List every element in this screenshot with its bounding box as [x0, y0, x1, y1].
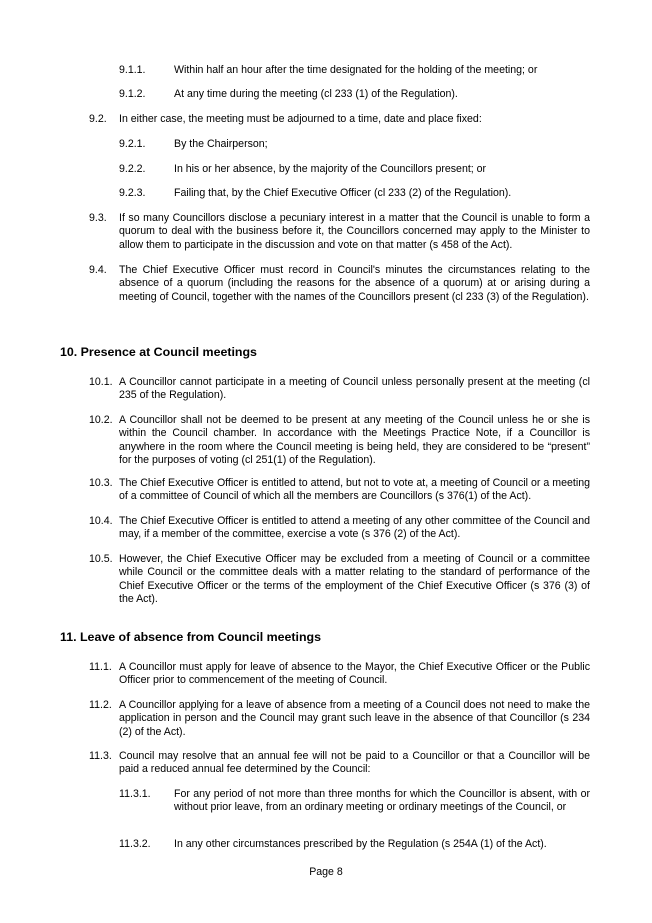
clause-10-4	[89, 515, 590, 542]
clause-text: In either case, the meeting must be adjourned to a time, date and place fixed:	[119, 113, 482, 125]
clause-9-2-3	[119, 187, 590, 200]
clause-text: A Councillor shall not be deemed to be present at any meeting of the Council unless he or she is within the Council chamber. In accordance with the Meetings Practice Note, if a Councillor is anywhere in the room where the Council meeting is being held, they are considered to be “present” for the purposes of voting (cl 251(1) of the Regulation).	[119, 414, 590, 467]
clause-text: Council may resolve that an annual fee will not be paid to a Councillor or that a Councillor will be paid a reduced annual fee determined by the Council:	[119, 750, 590, 776]
clause-text: A Councillor cannot participate in a meeting of Council unless personally present at the meeting (cl 235 of the Regulation).	[119, 376, 590, 402]
clause-number: 9.1.1.	[119, 64, 146, 76]
clause-number: 10.5.	[89, 553, 113, 565]
clause-9-2	[89, 113, 590, 126]
clause-text: The Chief Executive Officer is entitled to attend a meeting of any other committee of the Council and may, if a member of the committee, exercise a vote (s 376 (2) of the Act).	[119, 515, 590, 541]
clause-text: A Councillor applying for a leave of absence from a meeting of a Council does not need to make the application in person and the Council may grant such leave in the absence of that Councillor (s 234 (2) of the Act).	[119, 699, 590, 738]
clause-11-1	[89, 661, 590, 688]
clause-text: In his or her absence, by the majority of the Councillors present; or	[174, 163, 487, 175]
section-heading-10: 10. Presence at Council meetings	[60, 345, 257, 359]
clause-number: 11.3.	[89, 750, 112, 762]
clause-text: By the Chairperson;	[174, 138, 268, 150]
clause-text: A Councillor must apply for leave of absence to the Mayor, the Chief Executive Officer or the Public Officer prior to commencement of the meeting of Council.	[119, 661, 590, 687]
clause-text: In any other circumstances prescribed by the Regulation (s 254A (1) of the Act).	[174, 838, 547, 850]
clause-number: 9.1.2.	[119, 88, 146, 100]
clause-11-3-1	[119, 788, 590, 815]
section-heading-11: 11. Leave of absence from Council meetings	[60, 630, 321, 644]
clause-11-3-2	[119, 838, 590, 851]
clause-9-4	[89, 264, 590, 304]
clause-9-1-2	[119, 88, 590, 101]
clause-number: 11.3.1.	[119, 788, 151, 800]
clause-number: 9.2.1.	[119, 138, 146, 150]
clause-text: If so many Councillors disclose a pecuniary interest in a matter that the Council is unable to form a quorum to deal with the business before it, the Councillors concerned may apply to the Minister to allow them to participate in the discussion and vote on that matter (s 458 of the Act).	[119, 212, 590, 251]
clause-9-2-1	[119, 138, 590, 151]
clause-10-5	[89, 553, 590, 607]
clause-number: 9.2.	[89, 113, 107, 125]
clause-text: Failing that, by the Chief Executive Officer (cl 233 (2) of the Regulation).	[174, 187, 512, 199]
clause-number: 10.2.	[89, 414, 113, 426]
clause-11-3	[89, 750, 590, 777]
clause-text: At any time during the meeting (cl 233 (1) of the Regulation).	[174, 88, 458, 100]
clause-text: For any period of not more than three months for which the Councillor is absent, with or without prior leave, from an ordinary meeting or ordinary meetings of the Council, or	[174, 788, 590, 814]
page-number: Page 8	[309, 866, 343, 878]
clause-10-2	[89, 414, 590, 468]
clause-9-3	[89, 212, 590, 252]
clause-text: However, the Chief Executive Officer may be excluded from a meeting of Council or a committee while Council or the committee deals with a matter relating to the standard of performance of the Chief Executive Officer or the terms of the employment of the Chief Executive Officer (s 376 (3) of the Act).	[119, 553, 590, 606]
clause-number: 10.1.	[89, 376, 113, 388]
clause-number: 11.3.2.	[119, 838, 151, 850]
clause-number: 9.2.2.	[119, 163, 146, 175]
clause-10-1	[89, 376, 590, 403]
clause-number: 9.3.	[89, 212, 107, 224]
clause-number: 11.1.	[89, 661, 112, 673]
clause-text: Within half an hour after the time designated for the holding of the meeting; or	[174, 64, 538, 76]
clause-number: 11.2.	[89, 699, 112, 711]
clause-10-3	[89, 477, 590, 504]
clause-text: The Chief Executive Officer is entitled to attend, but not to vote at, a meeting of Council or a meeting of a committee of Council of which all the members are Councillors (s 376(1) of the Act).	[119, 477, 590, 503]
clause-number: 10.4.	[89, 515, 113, 527]
clause-9-1-1	[119, 64, 590, 77]
clause-number: 10.3.	[89, 477, 113, 489]
clause-text: The Chief Executive Officer must record in Council's minutes the circumstances relating to the absence of a quorum (including the reasons for the absence of a quorum) at or arising during a meeting of Council, together with the names of the Councillors present (cl 233 (3) of the Regulation).	[119, 264, 590, 303]
clause-number: 9.4.	[89, 264, 107, 276]
clause-number: 9.2.3.	[119, 187, 146, 199]
clause-11-2	[89, 699, 590, 739]
clause-9-2-2	[119, 163, 590, 176]
